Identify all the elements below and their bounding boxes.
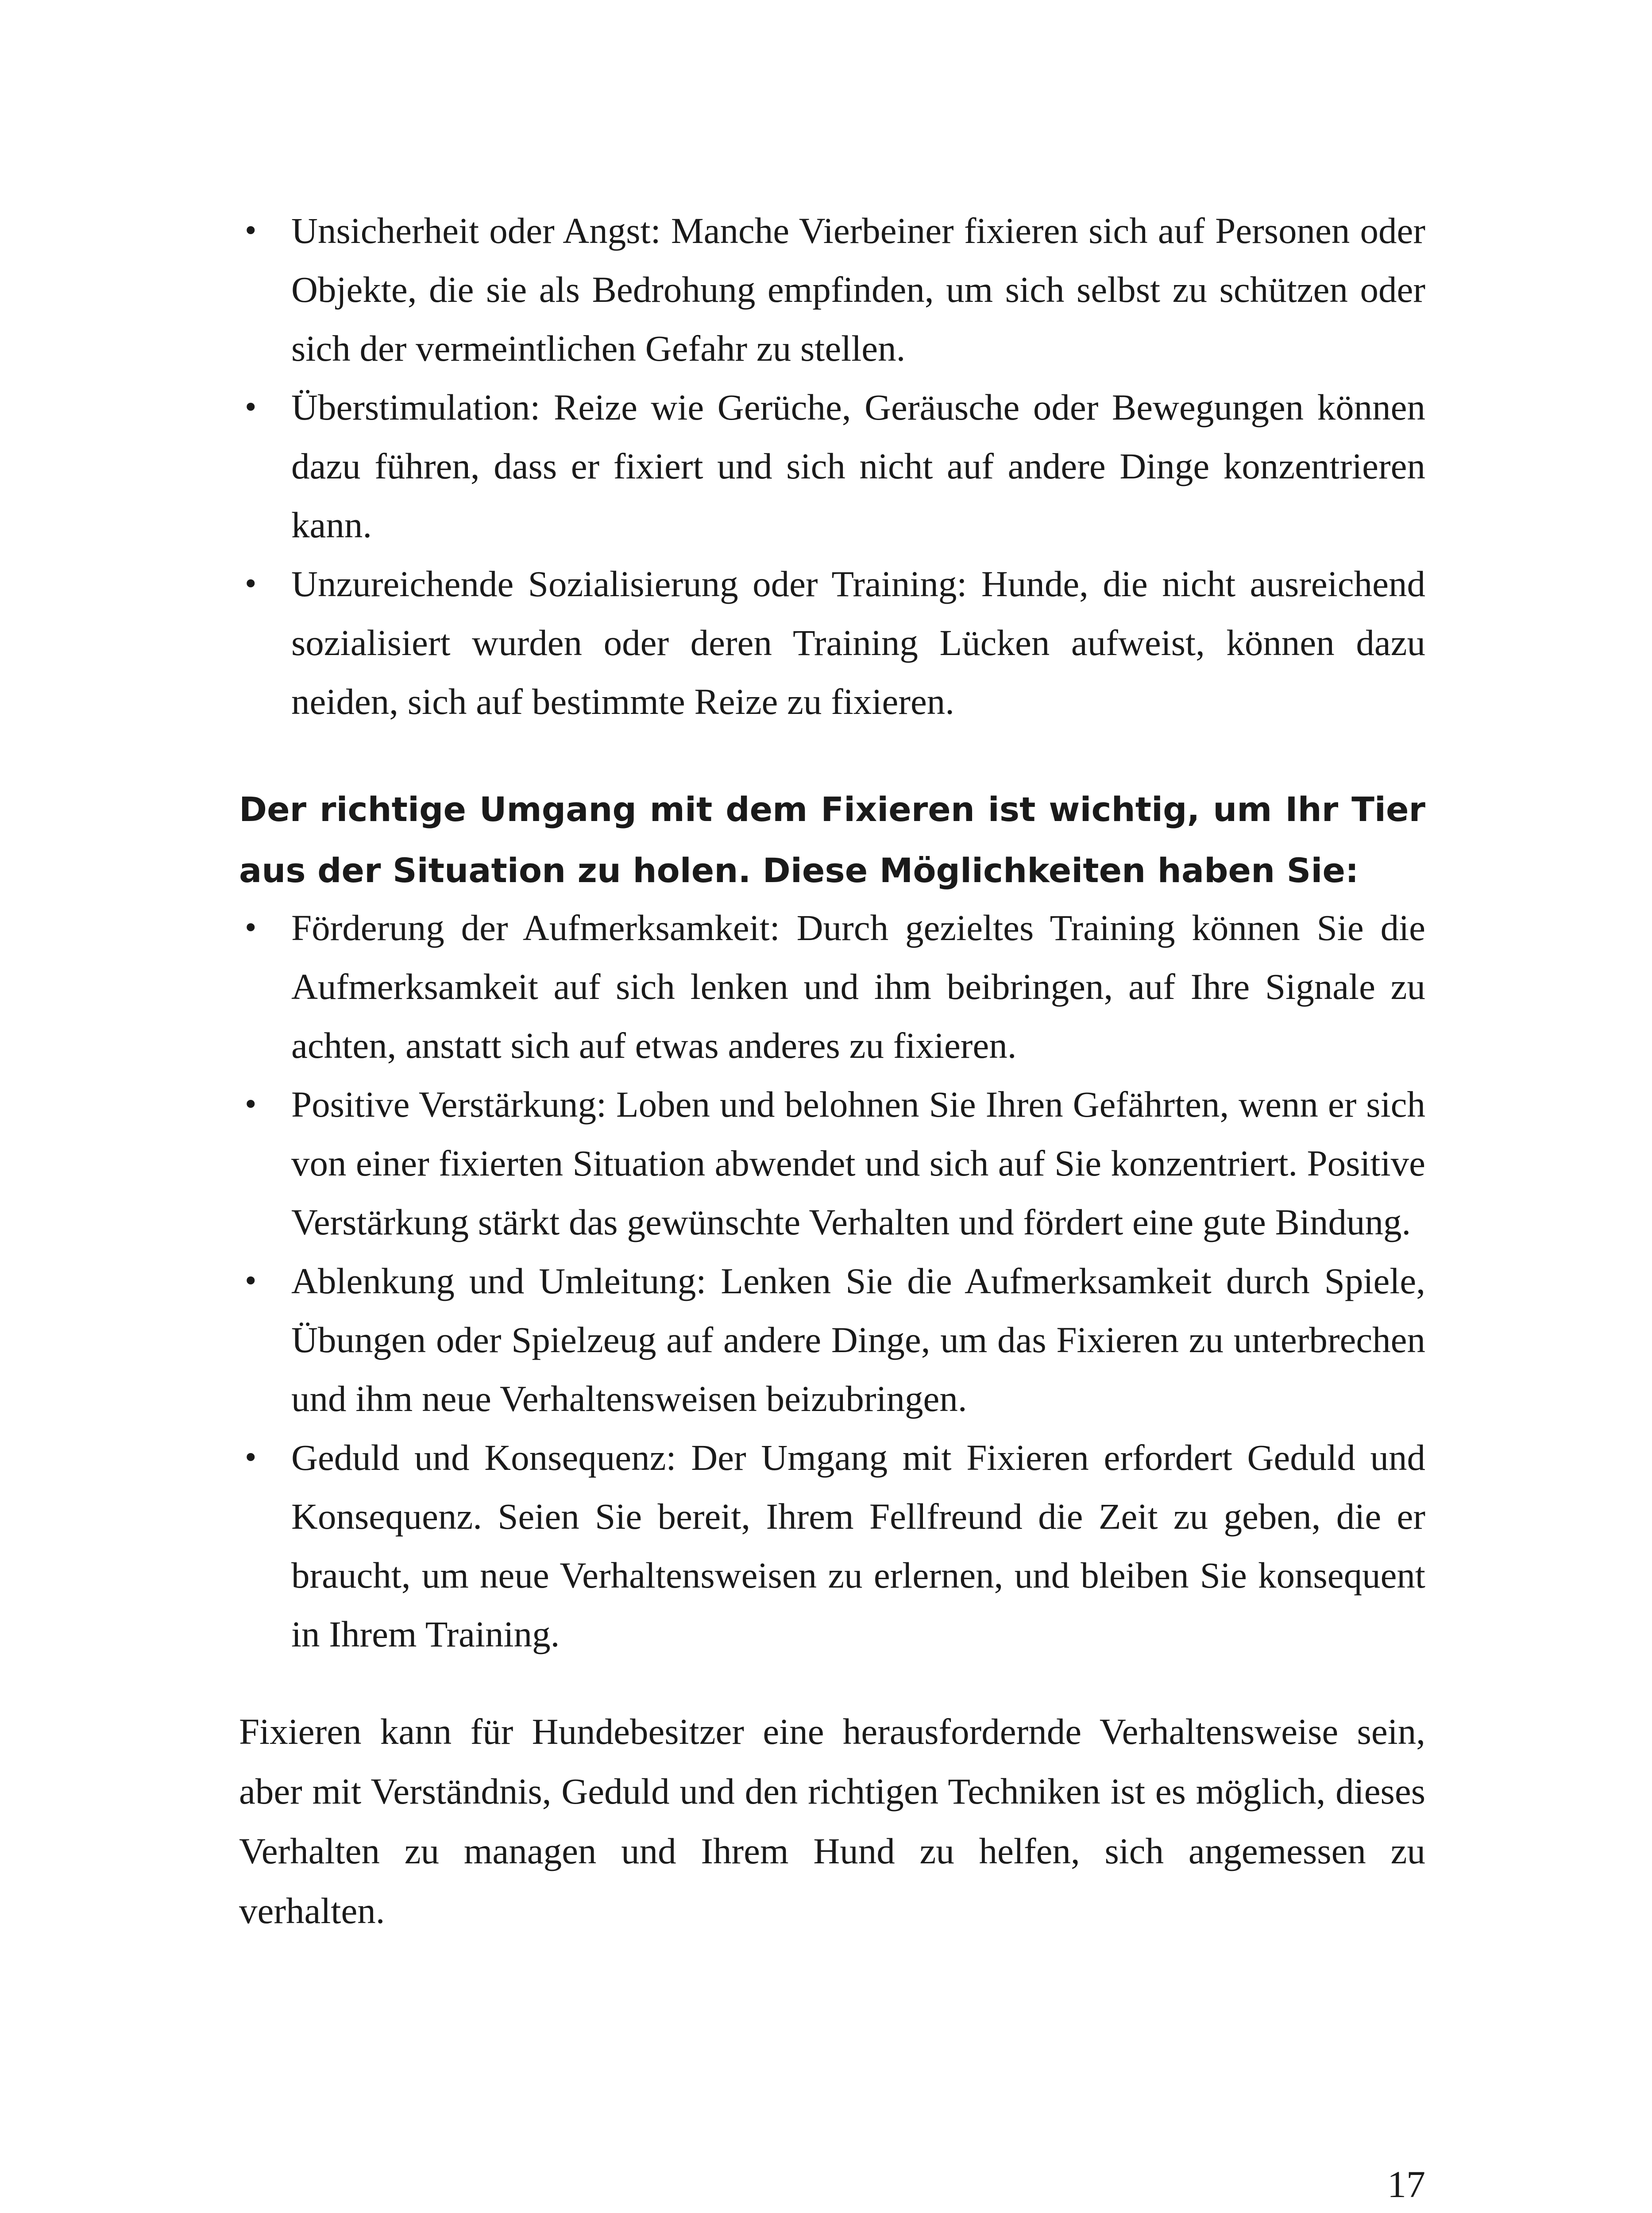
bullet-icon: • [243, 1442, 259, 1474]
list-item-text: Unzureichende Sozialisierung oder Training: Hunde, die nicht ausreichend sozialisiert wurden oder deren Training Lücken aufweist, können dazu neiden, sich auf bestimmte Reize zu fixieren. [291, 563, 1425, 722]
list-item [239, 201, 1425, 378]
list-item-text: Ablenkung und Umleitung: Lenken Sie die Aufmerksamkeit durch Spiele, Übungen oder Spielzeug auf andere Dinge, um das Fixieren zu unterbrechen und ihm neue Verhaltensweisen beizubringen. [291, 1261, 1425, 1419]
list-item [239, 898, 1425, 1075]
list-item-text: Förderung der Aufmerksamkeit: Durch gezieltes Training können Sie die Aufmerksamkeit auf sich lenken und ihm beibringen, auf Ihre Signale zu achten, anstatt sich auf etwas anderes zu fixieren. [291, 907, 1425, 1066]
bullet-icon: • [243, 912, 259, 944]
causes-list [239, 201, 1425, 731]
bullet-icon: • [243, 568, 259, 600]
bullet-icon: • [243, 391, 259, 424]
closing-paragraph: Fixieren kann für Hundebesitzer eine herausfordernde Verhaltensweise sein, aber mit Verständnis, Geduld und den richtigen Techniken ist es möglich, dieses Verhalten zu managen und Ihrem Hund zu helfen, sich angemessen zu verhalten. [239, 1711, 1425, 1931]
list-item [239, 555, 1425, 731]
options-list [239, 898, 1425, 1664]
section-heading: Der richtige Umgang mit dem Fixieren ist wichtig, um Ihr Tier aus der Situation zu holen. Diese Möglichkeiten haben Sie: [239, 790, 1425, 890]
list-item [239, 1252, 1425, 1428]
list-item-text: Positive Verstärkung: Loben und belohnen Sie Ihren Gefährten, wenn er sich von einer fixierten Situation abwendet und sich auf Sie konzentriert. Positive Verstärkung stärkt das gewünschte Verhalten und fördert eine gute Bindung. [291, 1084, 1425, 1242]
bullet-icon: • [243, 1265, 259, 1297]
list-item-text: Unsicherheit oder Angst: Manche Vierbeiner fixieren sich auf Personen oder Objekte, die sie als Bedrohung empfinden, um sich selbst zu schützen oder sich der vermeintlichen Gefahr zu stellen. [291, 210, 1425, 369]
bullet-icon: • [243, 215, 259, 247]
list-item-text: Überstimulation: Reize wie Gerüche, Geräusche oder Bewegungen können dazu führen, dass er fixiert und sich nicht auf andere Dinge konzentrieren kann. [291, 387, 1425, 545]
list-item [239, 1428, 1425, 1664]
page-number: 17 [1387, 2163, 1425, 2205]
list-item-text: Geduld und Konsequenz: Der Umgang mit Fixieren erfordert Geduld und Konsequenz. Seien Sie bereit, Ihrem Fellfreund die Zeit zu geben, die er braucht, um neue Verhaltensweisen zu erlernen, und bleiben Sie konsequent in Ihrem Training. [291, 1437, 1425, 1654]
bullet-icon: • [243, 1088, 259, 1121]
list-item [239, 1075, 1425, 1252]
list-item [239, 378, 1425, 555]
